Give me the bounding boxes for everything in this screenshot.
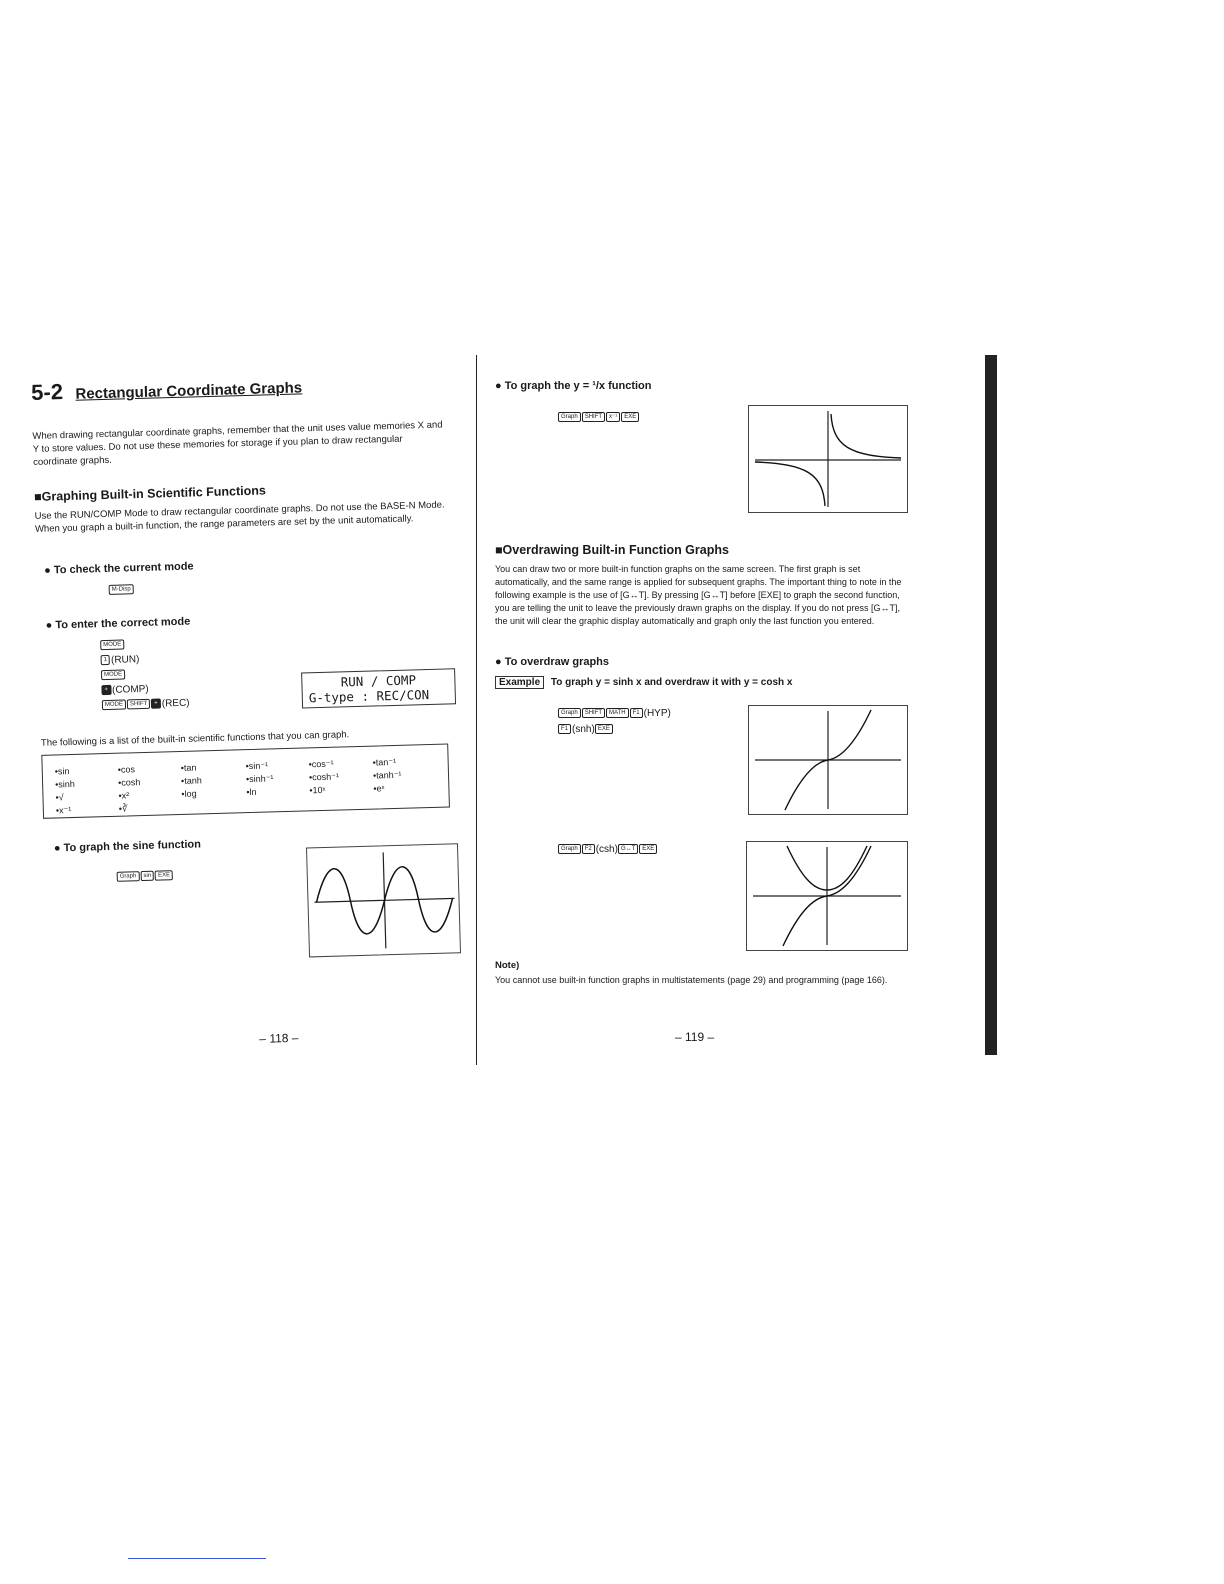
sine-graph (306, 843, 461, 957)
page-number-left: – 118 – (259, 1030, 299, 1046)
note-text: You cannot use built-in function graphs in multistatements (page 29) and programming (page 166). (495, 975, 888, 985)
graph-key: Graph (117, 871, 140, 882)
reciprocal-key: x⁻¹ (606, 412, 620, 422)
plus-key: + (101, 685, 111, 695)
shift-key: SHIFT (582, 412, 605, 422)
fn-log: •log (181, 788, 197, 799)
function-col-3 (181, 761, 203, 801)
one-key: 1 (101, 655, 111, 665)
example-row (495, 676, 792, 689)
right-page (490, 370, 920, 1070)
shift-key: SHIFT (127, 699, 151, 710)
check-mode-key-row (108, 580, 134, 599)
fn-ex: •eˣ (373, 783, 385, 794)
f1-key: F1 (558, 724, 571, 734)
fn-asin: •sin⁻¹ (245, 760, 269, 772)
step-5 (102, 696, 190, 713)
fn-reciprocal: •x⁻¹ (55, 805, 72, 816)
fn-acos: •cos⁻¹ (308, 758, 334, 770)
function-col-1 (55, 765, 76, 818)
f1-key: F1 (630, 708, 643, 718)
recip-key-row (558, 408, 640, 426)
mode-steps (100, 636, 190, 713)
section-title: Rectangular Coordinate Graphs (75, 379, 303, 403)
fn-tenx: •10ˣ (309, 784, 326, 796)
step-4-label: (COMP) (111, 683, 149, 696)
sine-heading: ● To graph the sine function (53, 838, 202, 855)
fn-tanh: •tanh (180, 775, 202, 786)
sinh-graph (748, 705, 908, 815)
fn-cuberoot: •∛ (118, 803, 128, 814)
mdisp-key: M-Disp (109, 584, 134, 595)
ex-step-1 (558, 708, 671, 719)
lcd-line-2: G-type : REC/CON (308, 686, 430, 706)
example-text: To graph y = sinh x and overdraw it with y = cosh x (550, 677, 793, 688)
check-mode-heading: ● To check the current mode (44, 560, 194, 577)
sinh-cosh-graph (746, 841, 908, 951)
overdraw-heading: ■Overdrawing Built-in Function Graphs (495, 543, 729, 557)
link-underline (128, 1558, 266, 1559)
fn-sqrt: •√ (55, 792, 64, 803)
function-col-2 (118, 763, 142, 816)
example-label: Example (495, 676, 544, 689)
math-key: MATH (606, 708, 629, 718)
sin-key: sin (140, 871, 154, 881)
f2-key: F2 (582, 844, 595, 854)
hyp-label: (HYP) (643, 708, 671, 719)
note-label: Note) (495, 960, 520, 971)
fn-acosh: •cosh⁻¹ (308, 771, 340, 783)
left-page (30, 338, 480, 1070)
exe-key: EXE (595, 724, 613, 734)
fn-ln: •ln (246, 786, 257, 798)
function-col-6 (372, 756, 401, 796)
builtin-text: Use the RUN/COMP Mode to draw rectangular coordinate graphs. Do not use the BASE-N Mode. When you graph a built-in function, the range parameters are set by the unit automatically. (34, 499, 445, 535)
fn-asinh: •sinh⁻¹ (245, 773, 274, 785)
page-edge-bar (985, 355, 997, 1055)
mode-key: MODE (102, 700, 126, 711)
graph-key: Graph (558, 708, 581, 718)
fn-cos: •cos (117, 764, 136, 775)
ex-step-2 (558, 724, 614, 735)
gt-key: G↔T (618, 844, 638, 854)
step-2-label: (RUN) (110, 654, 140, 666)
graph-key: Graph (558, 412, 581, 422)
plus-key: + (151, 699, 161, 709)
lcd-line-1: RUN / COMP (340, 672, 417, 690)
ex-step-3 (558, 844, 658, 855)
sine-key-row (116, 866, 174, 886)
fn-atan: •tan⁻¹ (372, 756, 397, 768)
fn-square: •x² (118, 790, 130, 801)
recip-heading: ● To graph the y = ¹/x function (495, 380, 652, 392)
mode-display (301, 668, 456, 708)
enter-mode-heading: ● To enter the correct mode (45, 615, 191, 632)
fn-atanh: •tanh⁻¹ (372, 769, 402, 781)
section-header (31, 368, 447, 406)
mode-key: MODE (101, 670, 125, 681)
fn-sin: •sin (54, 766, 70, 777)
graph-key: Graph (558, 844, 581, 854)
exe-key: EXE (155, 870, 173, 880)
list-intro: The following is a list of the built-in scientific functions that you can graph. (40, 729, 350, 749)
function-table (41, 743, 450, 818)
function-col-5 (309, 758, 340, 798)
fn-tan: •tan (180, 762, 197, 773)
exe-key: EXE (621, 412, 639, 422)
snh-label: (snh) (572, 724, 595, 735)
shift-key: SHIFT (582, 708, 605, 718)
reciprocal-graph (748, 405, 908, 513)
mode-key: MODE (100, 640, 124, 651)
overdraw-graphs-heading: ● To overdraw graphs (495, 656, 610, 668)
csh-label: (csh) (595, 844, 618, 855)
fn-cosh: •cosh (117, 777, 141, 788)
page-number-right: – 119 – (675, 1030, 715, 1044)
heading-builtin: ■Graphing Built-in Scientific Functions (33, 483, 267, 504)
overdraw-text: You can draw two or more built-in function graphs on the same screen. The first graph is set automatically, and the same range is applied for subsequent graphs. The important thing to note in the following example is the use of [G↔T]. By pressing [G↔T] before [EXE] to graph the second function, you are telling the unit to leave the previously drawn graphs on the display. If you do not press [G↔T], the unit will clear the graphic display automatically and graph only the last function you entered. (495, 564, 902, 626)
section-number: 5-2 (30, 379, 64, 405)
intro-text: When drawing rectangular coordinate graphs, remember that the unit uses value memories X and Y to store values. Do not use these memories for storage if you plan to draw rectangular coordinate graphs. (32, 419, 443, 468)
function-col-4 (246, 759, 275, 799)
fn-sinh: •sinh (55, 778, 75, 790)
exe-key: EXE (639, 844, 657, 854)
step-5-label: (REC) (161, 697, 190, 710)
